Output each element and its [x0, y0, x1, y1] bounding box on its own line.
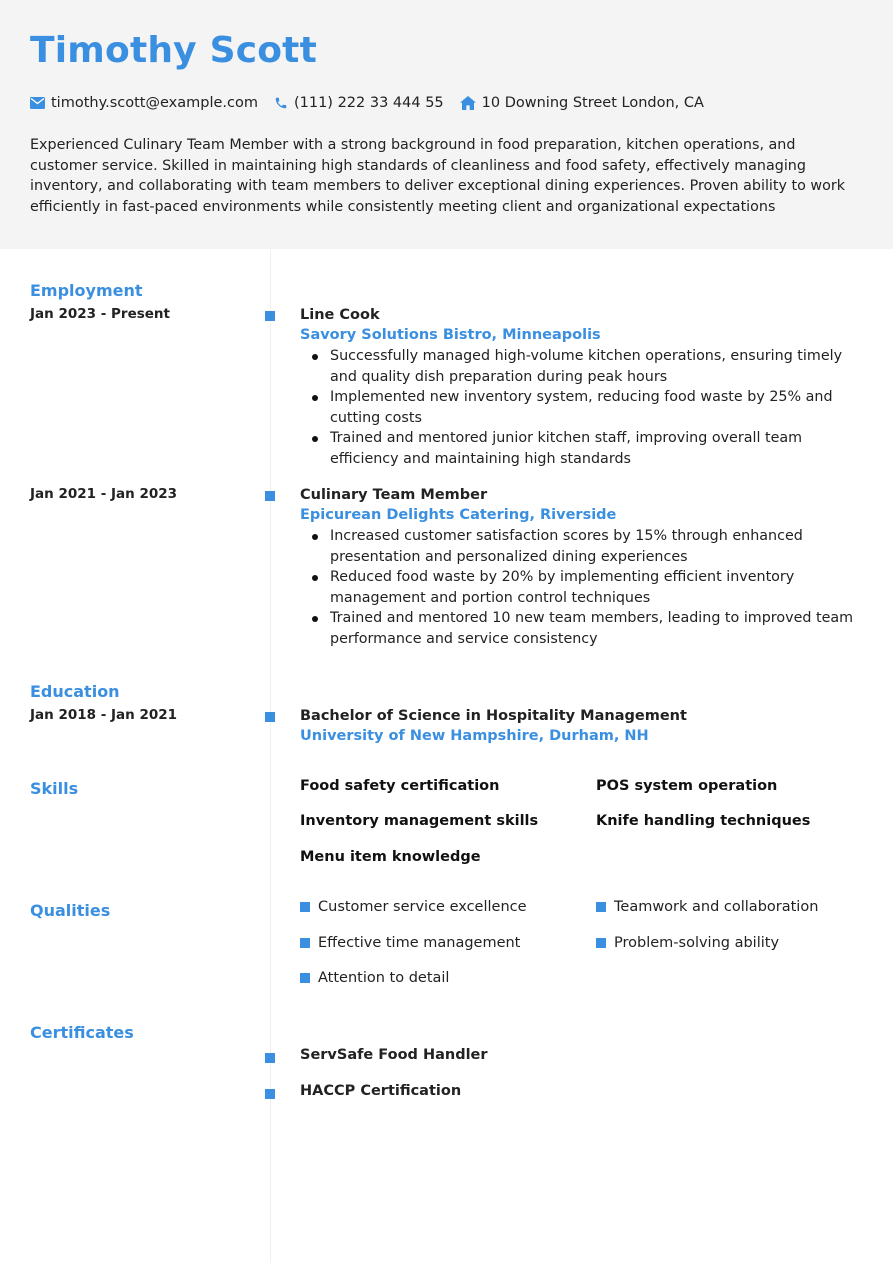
address-text: 10 Downing Street London, CA [481, 95, 704, 111]
contact-phone[interactable] [274, 95, 444, 111]
phone-text: (111) 222 33 444 55 [293, 95, 444, 111]
section-title-skills: Skills [30, 779, 79, 798]
timeline-marker [265, 1089, 275, 1099]
section-title-qualities: Qualities [30, 901, 111, 920]
timeline-divider [270, 249, 271, 1263]
quality-item [300, 935, 520, 951]
certificate-item: ServSafe Food Handler [300, 1047, 488, 1063]
job-entry [300, 485, 860, 650]
skill-item: POS system operation [596, 778, 778, 794]
profile-summary: Experienced Culinary Team Member with a strong background in food preparation, kitchen operations, and customer service. Skilled in maintaining high standards of cleanliness and food safety, effectively managing inventory, and collaborating with team members to deliver exceptional dining experiences. Proven ability to work efficiently in fast-paced environments while consistently meeting client and organizational expectations [30, 137, 845, 215]
home-icon [460, 96, 476, 110]
job-entry [300, 305, 860, 470]
job-role: Line Cook [300, 307, 380, 323]
header [0, 0, 893, 249]
square-bullet-icon [300, 938, 310, 948]
quality-item [596, 935, 779, 951]
section-title-employment: Employment [30, 281, 143, 300]
quality-label: Problem-solving ability [614, 935, 780, 951]
job-bullet: Successfully managed high-volume kitchen operations, ensuring timely and quality dish preparation during peak hours [300, 346, 860, 387]
job-organization: Epicurean Delights Catering, Riverside [300, 507, 617, 523]
quality-label: Customer service excellence [318, 899, 527, 915]
square-bullet-icon [596, 938, 606, 948]
job-organization: Savory Solutions Bistro, Minneapolis [300, 327, 601, 343]
section-title-certificates: Certificates [30, 1023, 134, 1042]
school: University of New Hampshire, Durham, NH [300, 728, 649, 744]
skill-item: Knife handling techniques [596, 813, 811, 829]
quality-label: Attention to detail [318, 970, 450, 986]
contact-email[interactable] [30, 95, 258, 111]
square-bullet-icon [300, 902, 310, 912]
timeline-marker [265, 311, 275, 321]
timeline-marker [265, 491, 275, 501]
email-text: timothy.scott@example.com [51, 95, 258, 111]
job-bullet: Increased customer satisfaction scores by 15% through enhanced presentation and personalized dining experiences [300, 526, 860, 567]
certificate-item: HACCP Certification [300, 1083, 462, 1099]
skill-item: Inventory management skills [300, 813, 539, 829]
section-title-education: Education [30, 682, 120, 701]
degree: Bachelor of Science in Hospitality Management [300, 708, 687, 724]
quality-item [300, 970, 449, 986]
job-bullet: Reduced food waste by 20% by implementing efficient inventory management and portion control techniques [300, 567, 860, 608]
quality-item [300, 899, 527, 915]
quality-label: Teamwork and collaboration [614, 899, 819, 915]
quality-label: Effective time management [318, 935, 521, 951]
job-role: Culinary Team Member [300, 487, 488, 503]
envelope-icon [30, 97, 45, 109]
timeline-marker [265, 712, 275, 722]
education-entry [300, 706, 860, 747]
square-bullet-icon [300, 973, 310, 983]
education-dates: Jan 2018 - Jan 2021 [30, 707, 178, 723]
phone-icon [274, 96, 288, 110]
job-bullet: Implemented new inventory system, reducing food waste by 25% and cutting costs [300, 387, 860, 428]
skill-item: Menu item knowledge [300, 849, 481, 865]
job-dates: Jan 2021 - Jan 2023 [30, 486, 178, 502]
timeline-marker [265, 1053, 275, 1063]
job-bullet: Trained and mentored 10 new team members, leading to improved team performance and service consistency [300, 608, 860, 649]
job-bullets [300, 346, 860, 470]
job-bullets [300, 526, 860, 650]
job-dates: Jan 2023 - Present [30, 306, 170, 322]
job-bullet: Trained and mentored junior kitchen staff, improving overall team efficiency and maintaining high standards [300, 428, 860, 469]
contact-row [30, 93, 720, 113]
skill-item: Food safety certification [300, 778, 500, 794]
contact-address [460, 95, 704, 111]
quality-item [596, 899, 818, 915]
candidate-name: Timothy Scott [30, 30, 317, 71]
square-bullet-icon [596, 902, 606, 912]
